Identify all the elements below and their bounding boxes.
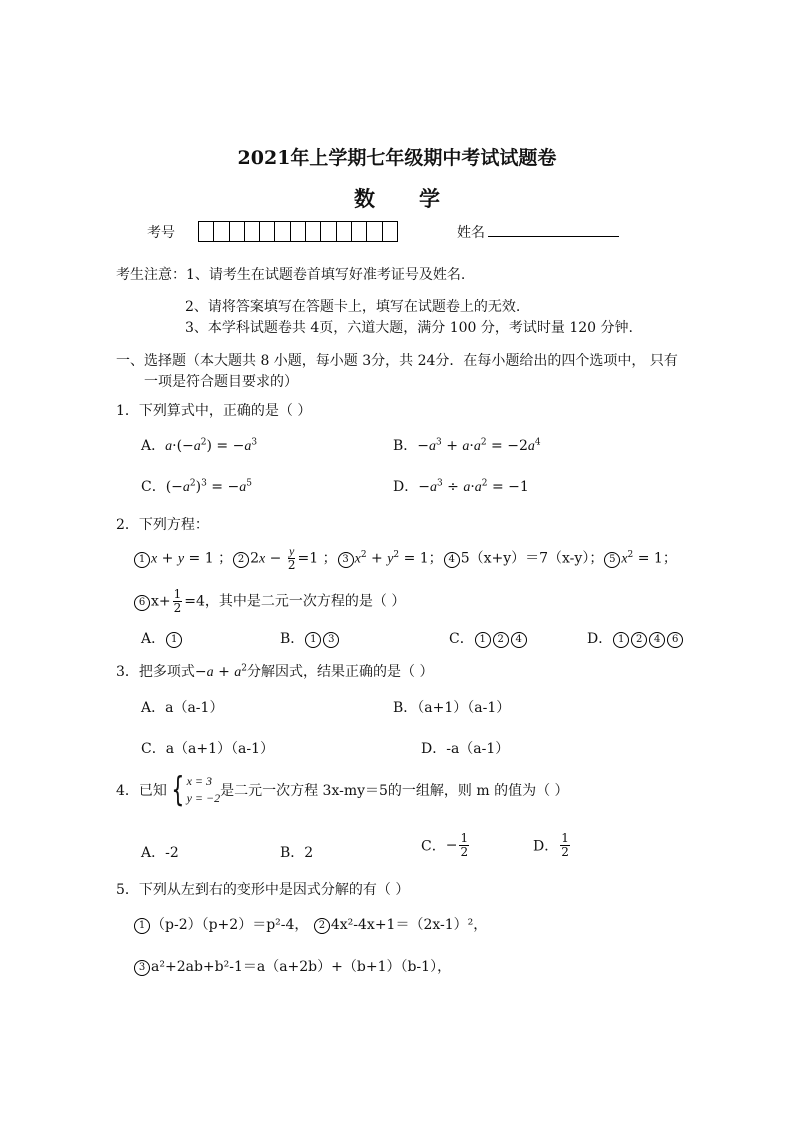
q1-option-c[interactable]: C．$(-a^2)^3 = -a^5$: [141, 478, 252, 495]
q1-option-a[interactable]: A．$a\cdot(-a^2) = -a^3$: [141, 437, 258, 454]
question-5-stem: 5．下列从左到右的变形中是因式分解的有（ ）: [116, 882, 410, 898]
q4-option-a[interactable]: A．-2: [141, 845, 179, 861]
option-letter: A．: [141, 631, 166, 647]
fraction: $\frac{1}{2}$: [561, 831, 569, 859]
system-x: x = 3: [186, 774, 212, 788]
option-letter: D．: [393, 479, 419, 495]
q5-item-line1: [133, 914, 487, 934]
q2-tail2: =4，其中是二元一次方程的是（ ）: [184, 593, 406, 610]
q2-option-b[interactable]: [280, 628, 340, 648]
q4-option-b[interactable]: B．2: [280, 845, 314, 861]
q2-option-a[interactable]: [141, 628, 183, 648]
equation-system: [167, 770, 221, 810]
circled-1: 1: [613, 632, 629, 648]
option-letter: C．: [421, 838, 446, 855]
subject-title: 数学: [354, 186, 484, 211]
circled-6: 6: [667, 632, 683, 648]
q3-stem-pre: 3．把多项式: [116, 664, 195, 680]
id-digit-box[interactable]: [352, 222, 367, 241]
id-number-boxes[interactable]: [198, 221, 398, 242]
circled-3: 3: [338, 552, 354, 568]
q3-stem-post: 分解因式，结果正确的是（ ）: [247, 664, 434, 680]
option-letter: A．: [141, 438, 166, 454]
option-letter: C．: [449, 631, 474, 647]
option-letter: B．: [393, 438, 418, 454]
q5-item-1: （p-2）（p+2）＝p²-4，: [151, 917, 309, 933]
id-digit-box[interactable]: [291, 222, 306, 241]
option-letter: B．: [280, 631, 305, 647]
q3-option-b[interactable]: B．（a+1）（a-1）: [393, 700, 511, 716]
id-digit-box[interactable]: [321, 222, 336, 241]
id-digit-box[interactable]: [306, 222, 321, 241]
q2-equations: 1 x + y = 1 ； 2 2x − $\frac{y}{2}$ =1 ； 3 $x^2 + y^2 = 1$； 4 5（x+y）＝7（x-y）； 5 $x^2 = 1$；: [133, 545, 677, 572]
q2-option-c[interactable]: [449, 628, 528, 648]
circled-4: 4: [649, 632, 665, 648]
q5-item-line2: [133, 956, 451, 976]
id-label: 考号: [147, 225, 175, 241]
fraction: $\frac{1}{2}$: [173, 587, 182, 615]
circled-1: 1: [134, 918, 150, 934]
id-digit-box[interactable]: [337, 222, 352, 241]
fraction: $\frac{y}{2}$: [287, 544, 296, 572]
circled-2: 2: [233, 552, 249, 568]
circled-3: 3: [323, 632, 339, 648]
id-digit-box[interactable]: [214, 222, 229, 241]
q5-item-2: 4x²-4x+1＝（2x-1）²，: [330, 917, 488, 933]
q3-option-c[interactable]: C．a（a+1）（a-1）: [141, 741, 275, 757]
name-label: 姓名: [457, 225, 485, 241]
q4-stem-post: 是二元一次方程 3x-my＝5的一组解，则 m 的值为（ ）: [220, 783, 569, 799]
q4-option-c[interactable]: C．− $\frac{1}{2}$: [421, 831, 469, 859]
id-digit-box[interactable]: [383, 222, 397, 241]
system-y: y = −2: [186, 791, 221, 805]
circled-5: 5: [604, 552, 620, 568]
notice-item: 3、本学科试题卷共 4页，六道大题，满分 100 分，考试时量 120 分钟.: [185, 320, 633, 336]
notice-item: 2、请将答案填写在答题卡上，填写在试题卷上的无效.: [185, 299, 521, 315]
section-heading-cont: 一项是符合题目要求的）: [144, 374, 298, 390]
q3-option-a[interactable]: A．a（a-1）: [141, 700, 224, 716]
id-digit-box[interactable]: [275, 222, 290, 241]
q2-option-d[interactable]: [587, 628, 684, 648]
option-letter: C．: [141, 479, 166, 495]
exam-title: 2021年上学期七年级期中考试试题卷: [237, 147, 557, 169]
notice-item: 1、请考生在试题卷首填写好准考证号及姓名.: [186, 267, 466, 283]
circled-6: 6: [134, 595, 150, 611]
id-digit-box[interactable]: [367, 222, 382, 241]
fraction: $\frac{1}{2}$: [460, 831, 469, 859]
q3-option-d[interactable]: D．-a（a-1）: [421, 741, 510, 757]
notice-label: 考生注意：: [116, 267, 186, 283]
question-1-stem: 1．下列算式中，正确的是（ ）: [116, 403, 312, 419]
id-digit-box[interactable]: [230, 222, 245, 241]
id-digit-box[interactable]: [260, 222, 275, 241]
circled-3: 3: [134, 960, 150, 976]
option-letter: D．: [587, 631, 613, 647]
q4-stem-pre: 4．已知: [116, 783, 167, 799]
section-heading: 一、选择题（本大题共 8 小题，每小题 3分，共 24分．在每小题给出的四个选项中， 只有: [116, 353, 678, 369]
option-letter: D．: [533, 838, 559, 855]
circled-2: 2: [314, 918, 330, 934]
brace-icon: {: [171, 770, 185, 810]
q2-tail: x+: [151, 593, 171, 610]
q5-item-3: a²+2ab+b²-1＝a（a+2b）+（b+1）（b-1），: [151, 959, 452, 975]
id-digit-box[interactable]: [245, 222, 260, 241]
q1-option-d[interactable]: D．$-a^3 \div a\cdot a^2 = -1$: [393, 478, 529, 495]
question-3-stem: 3．把多项式$-a + a^2$分解因式，结果正确的是（ ）: [116, 663, 434, 680]
circled-1: 1: [166, 632, 182, 648]
circled-2: 2: [493, 632, 509, 648]
q4-option-d[interactable]: [533, 832, 572, 859]
circled-4: 4: [511, 632, 527, 648]
circled-2: 2: [631, 632, 647, 648]
question-4-stem: [116, 770, 569, 810]
circled-1: 1: [475, 632, 491, 648]
circled-4: 4: [444, 552, 460, 568]
id-digit-box[interactable]: [199, 222, 214, 241]
question-2-stem: 2．下列方程：: [116, 517, 209, 533]
name-field-line[interactable]: [488, 236, 619, 237]
circled-1: 1: [305, 632, 321, 648]
q1-option-b[interactable]: B．$-a^3 + a\cdot a^2 = -2a^4$: [393, 437, 541, 454]
circled-1: 1: [134, 552, 150, 568]
q2-equation-6: [133, 588, 405, 615]
